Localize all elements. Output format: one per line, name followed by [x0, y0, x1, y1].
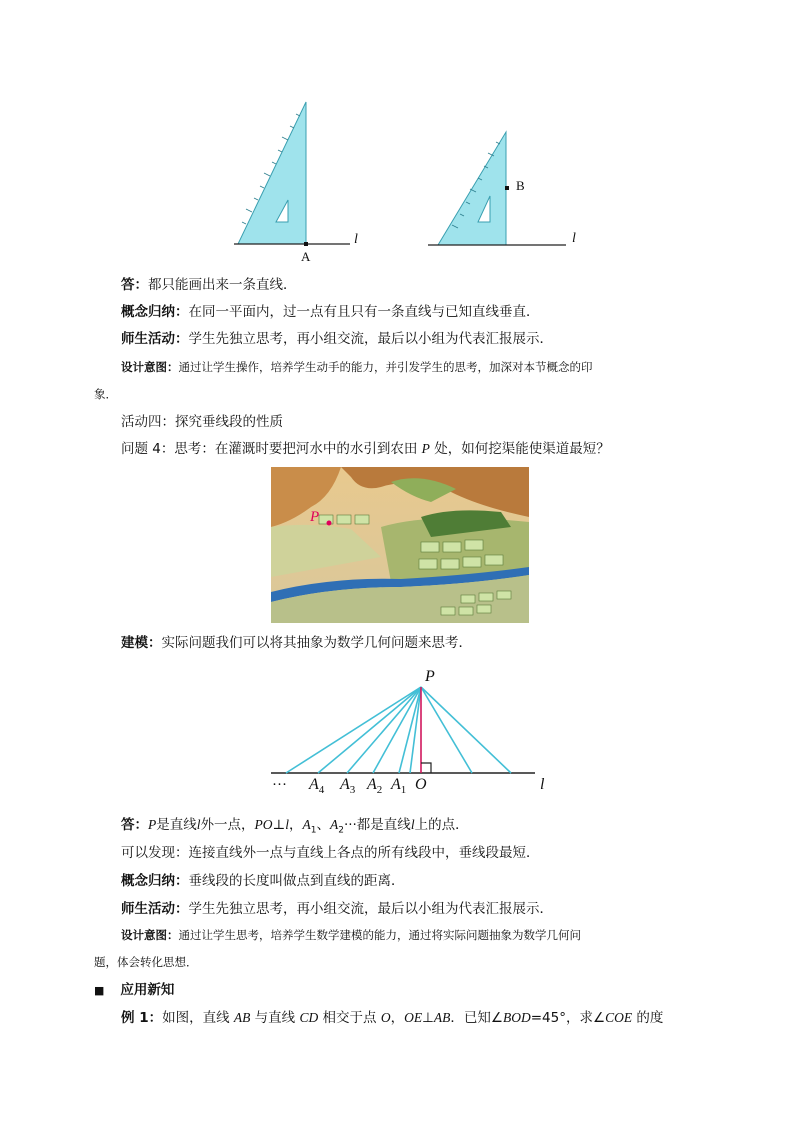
label-l-2: l — [572, 231, 576, 246]
question-prefix: 问题 4：思考：在灌溉时要把河水中的水引到农田 — [121, 441, 422, 457]
label-b: B — [516, 178, 525, 193]
activity-line-1 — [121, 329, 553, 349]
answer-line-1 — [121, 275, 297, 295]
section-heading-apply: ■ 应用新知 — [94, 982, 175, 998]
point-b-dot — [505, 186, 509, 190]
figure-triangle-ruler-b — [426, 100, 576, 270]
point-p-dot — [327, 521, 332, 526]
bullet-square-icon: ■ — [94, 984, 105, 997]
fig3-label-o: O — [415, 776, 427, 793]
question-suffix: 处，如何挖渠能使渠道最短？ — [429, 441, 610, 457]
concept-line-1 — [121, 302, 540, 322]
right-angle-mark — [421, 763, 431, 773]
fig3-label-a4: $A_4$ — [309, 776, 325, 797]
farmland-river-image — [271, 467, 529, 623]
answer-text: 都只能画出来一条直线． — [148, 277, 297, 293]
fig3-label-a1: $A_1$ — [391, 776, 407, 797]
point-a-dot — [304, 242, 308, 246]
intent-line-1 — [121, 357, 593, 377]
triangle-ruler — [438, 132, 506, 245]
slanted-segments — [286, 687, 511, 773]
fig3-dots: ··· — [272, 777, 287, 793]
triangle-ruler — [238, 102, 306, 244]
intent-line-2: 设计意图：通过让学生思考，培养学生数学建模的能力，通过将实际问题抽象为数学几何问 — [121, 928, 581, 942]
question-4 — [121, 439, 610, 459]
intent-line-2-cont: 题，体会转化思想． — [94, 955, 198, 969]
label-a: A — [301, 249, 311, 264]
modeling-text: 实际问题我们可以将其抽象为数学几何问题来思考． — [161, 635, 472, 651]
intent-line-1-cont: 象． — [94, 387, 117, 401]
concept-text: 在同一平面内，过一点有且只有一条直线与已知直线垂直． — [188, 304, 540, 320]
question-var-p: P — [421, 441, 430, 456]
answer-line-2: 答：P是直线l外一点，PO⊥l，$A_1$、$A_2\cdot\cdot\cdot$都是直线l上的点． — [121, 817, 469, 836]
activity-four-heading: 活动四：探究垂线段的性质 — [121, 414, 283, 430]
label-answer: 答： — [121, 277, 148, 293]
fig3-label-a3: $A_3$ — [340, 776, 356, 797]
label-activity: 师生活动： — [121, 331, 189, 347]
figure-triangle-ruler-a — [230, 100, 370, 270]
concept-line-2: 概念归纳：垂线段的长度叫做点到直线的距离． — [121, 873, 405, 889]
label-intent: 设计意图： — [121, 360, 179, 374]
discovery-line: 可以发现：连接直线外一点与直线上各点的所有线段中，垂线段最短． — [121, 845, 540, 861]
photo-label-p: P — [310, 509, 320, 525]
fig3-label-a2: $A_2$ — [367, 776, 383, 797]
activity-line-2: 师生活动：学生先独立思考，再小组交流，最后以小组为代表汇报展示． — [121, 901, 553, 917]
example-1-line: 例 1：如图，直线 AB 与直线 CD 相交于点 O，OE⊥AB．已知∠BOD=45°，求∠COE 的度 — [121, 1010, 664, 1026]
label-modeling: 建模： — [121, 635, 162, 651]
fig3-label-l: l — [540, 776, 545, 793]
activity-text: 学生先独立思考，再小组交流，最后以小组为代表汇报展示． — [188, 331, 553, 347]
intent-text: 通过让学生操作，培养学生动手的能力，并引发学生的思考，加深对本节概念的印 — [178, 360, 593, 374]
modeling-line — [121, 633, 472, 653]
label-l-1: l — [354, 232, 358, 247]
label-concept: 概念归纳： — [121, 304, 189, 320]
fig3-label-p: P — [425, 668, 435, 685]
